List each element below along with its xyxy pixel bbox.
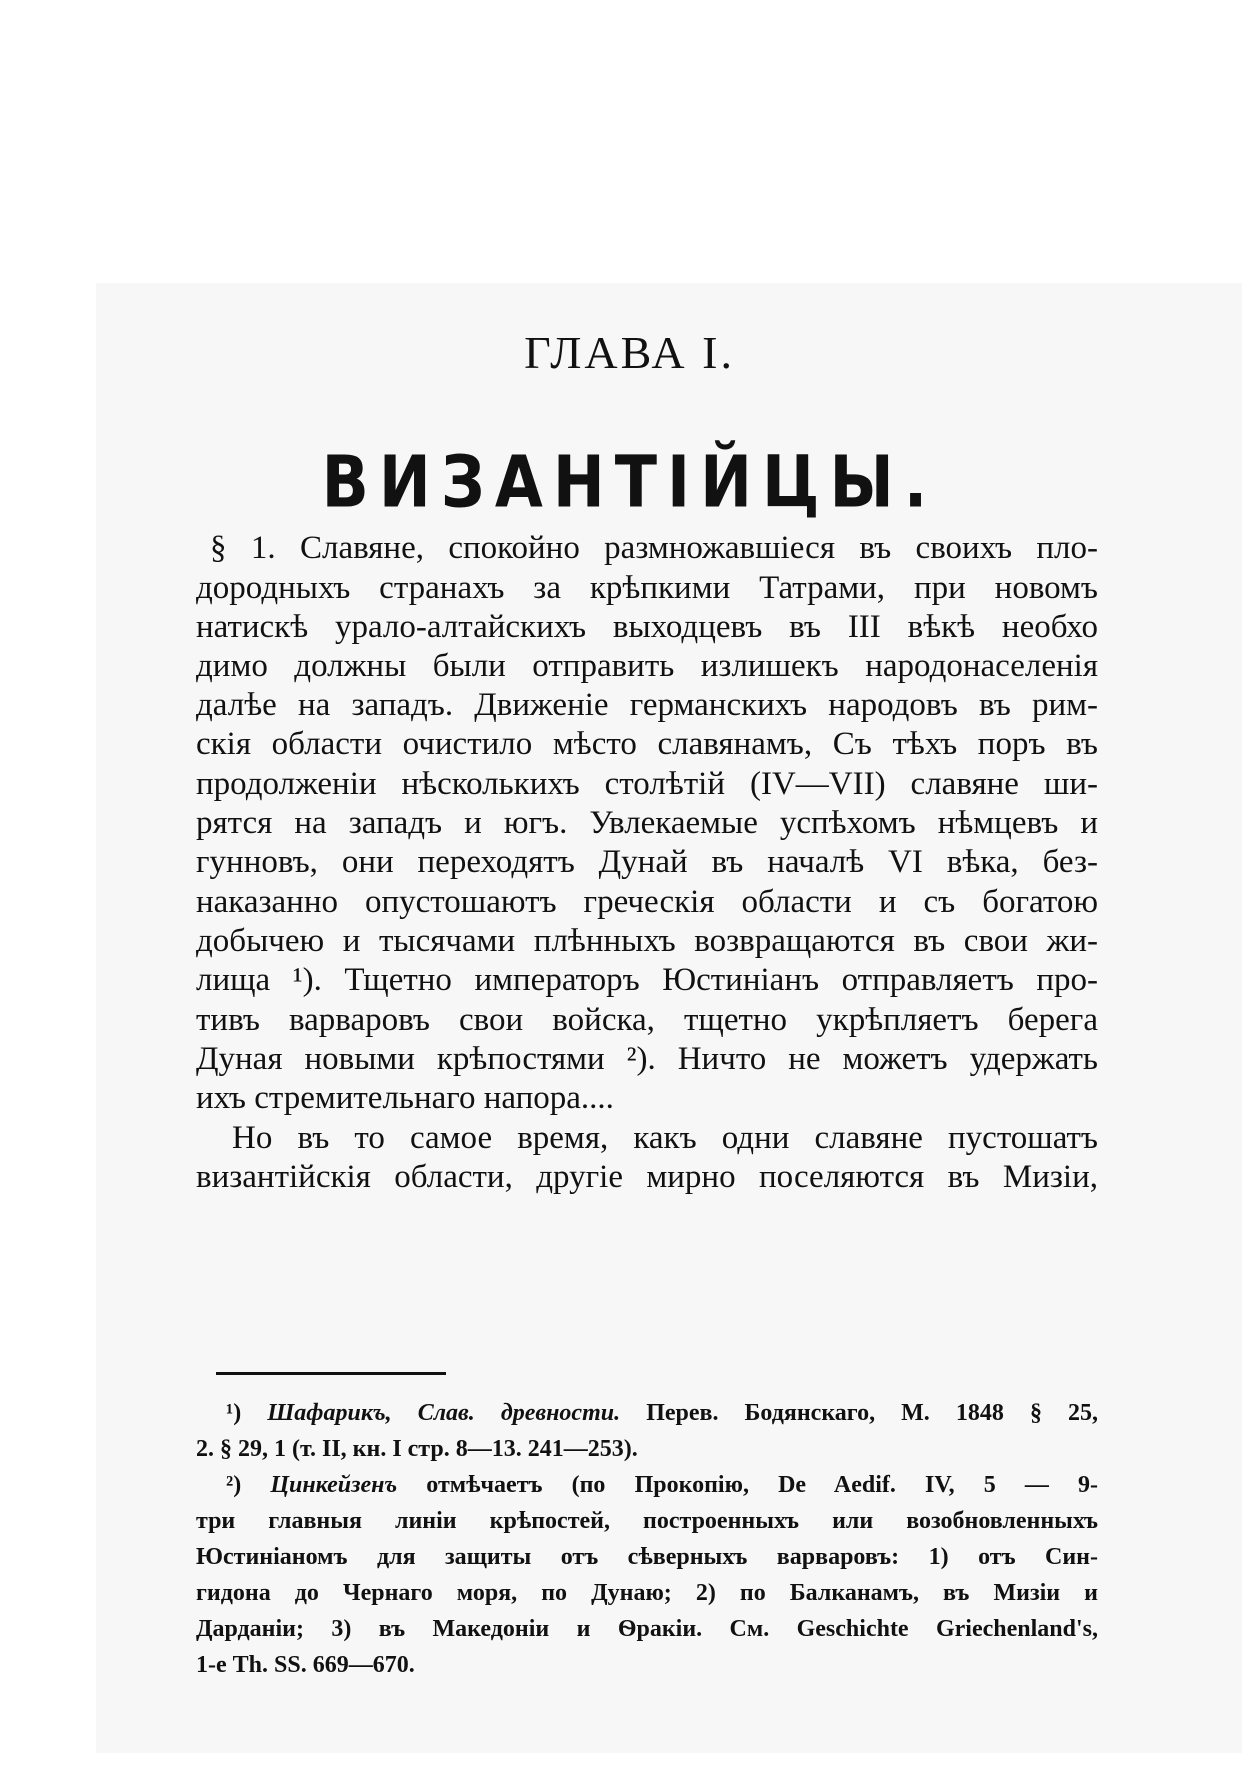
footnote-2-line: три главныя линіи крѣпостей, построенныхъ или возобновленныхъ — [196, 1508, 1098, 1534]
footnote-separator — [216, 1372, 446, 1375]
text-line: добычею и тысячами плѣнныхъ возвращаются въ свои жи- — [196, 923, 1098, 959]
text-line: натискѣ урало-алтайскихъ выходцевъ въ III вѣкѣ необхо — [196, 609, 1098, 645]
footnote-author: Цинкейзенъ — [270, 1472, 398, 1498]
text-line: рятся на западъ и югъ. Увлекаемые успѣхомъ нѣмцевъ и — [196, 805, 1098, 841]
text-line: далѣе на западъ. Движеніе германскихъ народовъ въ рим- — [196, 687, 1098, 723]
footnote-marker: ²) — [226, 1472, 242, 1498]
text-line: Но въ то самое время, какъ одни славяне пустошатъ — [232, 1120, 1098, 1156]
text-line: ихъ стремительнаго напора.... — [196, 1080, 614, 1116]
footnote-1-line — [226, 1395, 1098, 1431]
chapter-label: ГЛАВА I. — [524, 327, 735, 378]
footnote-2-line: Дарданіи; 3) въ Македоніи и Ѳракіи. См. Geschichte Griechenland's, — [196, 1616, 1098, 1642]
footnote-author: Шафарикъ, — [267, 1400, 392, 1426]
footnote-1-line: 2. § 29, 1 (т. II, кн. I стр. 8—13. 241—253). — [196, 1436, 638, 1462]
text-line: лища ¹). Тщетно императоръ Юстиніанъ отправляетъ про- — [196, 962, 1098, 998]
footnote-2-line: гидона до Чернаго моря, по Дунаю; 2) по Балканамъ, въ Мизіи и — [196, 1580, 1098, 1606]
text-line: § 1. Славяне, спокойно размножавшіеся въ своихъ пло- — [210, 530, 1098, 566]
text-line: дородныхъ странахъ за крѣпкими Татрами, при новомъ — [196, 570, 1098, 606]
footnote-text: отмѣчаетъ (по Прокопію, De Aedif. IV, 5 — 9- — [426, 1472, 1099, 1498]
footnote-work: Слав. древности. — [417, 1400, 621, 1426]
text-line: наказанно опустошаютъ греческія области и съ богатою — [196, 884, 1098, 920]
text-line: византійскія области, другіе мирно поселяются въ Мизіи, — [196, 1159, 1098, 1195]
footnote-marker: ¹) — [226, 1400, 242, 1426]
footnote-2-line: 1-е Th. SS. 669—670. — [196, 1652, 415, 1678]
footnote-2-line — [226, 1467, 1098, 1503]
chapter-title: ВИЗАНТІЙЦЫ. — [321, 440, 938, 524]
text-line: Дуная новыми крѣпостями ²). Ничто не можетъ удержать — [196, 1041, 1098, 1077]
footnote-2-line: Юстиніаномъ для защиты отъ сѣверныхъ варваровъ: 1) отъ Син- — [196, 1544, 1098, 1570]
text-line: тивъ варваровъ свои войска, тщетно укрѣпляетъ берега — [196, 1002, 1098, 1038]
text-line: скія области очистило мѣсто славянамъ, Съ тѣхъ поръ въ — [196, 726, 1098, 762]
text-line: димо должны были отправить излишекъ народонаселенія — [196, 648, 1098, 684]
footnote-text: Перев. Бодянскаго, М. 1848 § 25, — [646, 1400, 1099, 1426]
text-line: гунновъ, они переходятъ Дунай въ началѣ VI вѣка, без- — [196, 844, 1098, 880]
text-line: продолженіи нѣсколькихъ столѣтій (IV—VII) славяне ши- — [196, 766, 1098, 802]
